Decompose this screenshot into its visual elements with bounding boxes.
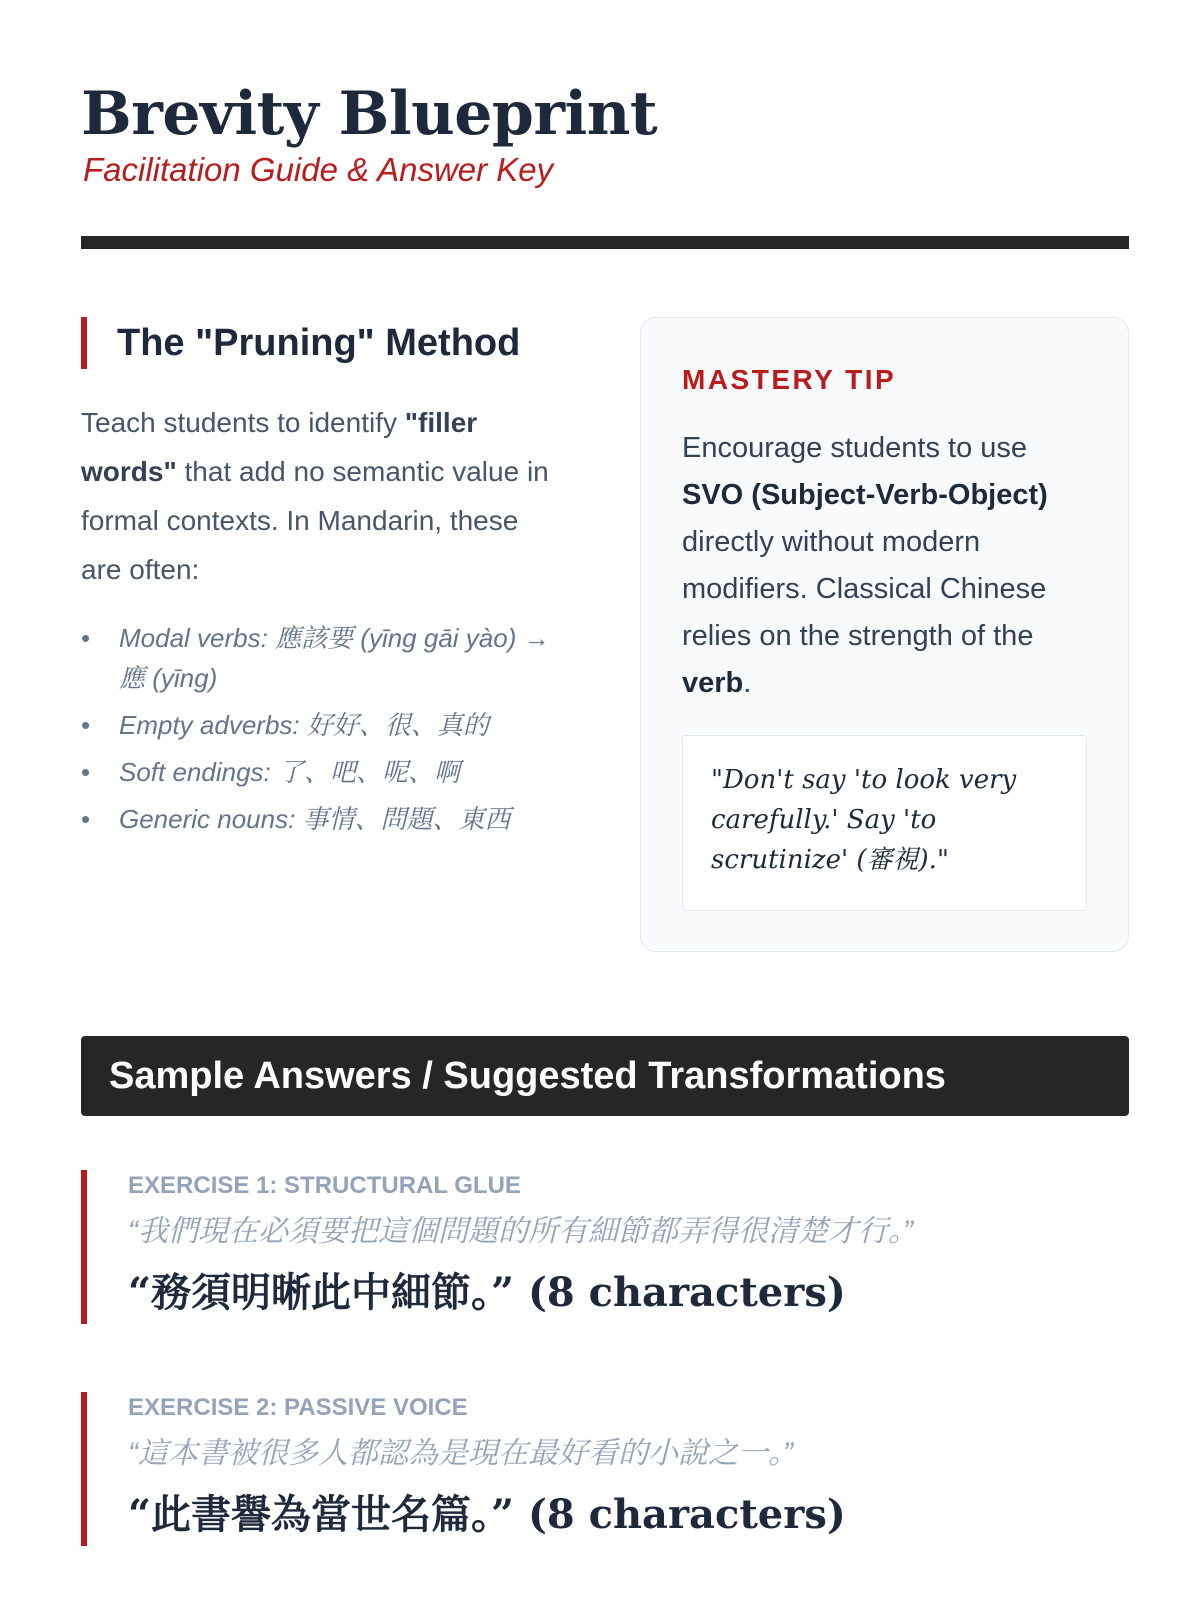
exercise-original: “這本書被很多人都認為是現在最好看的小說之一。” (128, 1437, 793, 1470)
pruning-heading: The "Pruning" Method (81, 317, 520, 369)
list-item-text: Empty adverbs: 好好、很、真的 (119, 710, 489, 740)
tip-text-end: . (743, 667, 752, 699)
exercise-block (81, 1392, 1135, 1546)
intro-text-bold: "filler words" (81, 407, 478, 487)
sample-answers-banner (81, 1036, 1129, 1116)
exercise-block (81, 1170, 1135, 1324)
mastery-tip-box (640, 317, 1129, 952)
tip-text-middle: directly without modern modifiers. Classical Chinese relies on the strength of the (682, 526, 1047, 652)
tip-text-bold-verb: verb (682, 667, 744, 699)
tip-quote: "Don't say 'to look very carefully.' Say 'to scrutinize' (審視)." (711, 765, 1017, 875)
intro-text-start: Teach students to identify (81, 407, 405, 438)
exercise-answer: “務須明晰此中細節。” (8 characters) (128, 1269, 846, 1316)
filler-word-list (81, 618, 571, 846)
list-item (81, 752, 571, 792)
list-item (81, 618, 571, 698)
exercise-original: “我們現在必須要把這個問題的所有細節都弄得很清楚才行。” (128, 1215, 913, 1248)
mastery-tip-text (682, 425, 1092, 707)
tip-text-start: Encourage students to use (682, 432, 1028, 464)
bullet-icon: • (81, 757, 91, 787)
sample-answers-heading: Sample Answers / Suggested Transformations (109, 1055, 946, 1097)
tip-text-bold: SVO (Subject-Verb-Object) (682, 479, 1048, 511)
bullet-icon: • (81, 804, 91, 834)
document-subtitle: Facilitation Guide & Answer Key (83, 151, 554, 188)
bullet-icon: • (81, 710, 91, 740)
list-item (81, 705, 571, 745)
header-divider (81, 236, 1129, 249)
exercise-label: EXERCISE 1: STRUCTURAL GLUE (128, 1172, 521, 1199)
list-item-text: Modal verbs: 應該要 (yīng gāi yào) → 應 (yīng) (119, 623, 550, 693)
exercise-label: EXERCISE 2: PASSIVE VOICE (128, 1394, 468, 1421)
list-item-text: Soft endings: 了、吧、呢、啊 (119, 757, 460, 787)
document-title: Brevity Blueprint (81, 79, 658, 149)
pruning-intro (81, 398, 561, 594)
mastery-tip-label: MASTERY TIP (682, 364, 897, 395)
list-item (81, 799, 571, 839)
intro-text-end: that add no semantic value in formal contexts. In Mandarin, these are often: (81, 456, 549, 585)
exercise-answer: “此書譽為當世名篇。” (8 characters) (128, 1491, 846, 1538)
tip-quote-box (682, 735, 1087, 911)
bullet-icon: • (81, 623, 91, 653)
list-item-text: Generic nouns: 事情、問題、東西 (119, 804, 511, 834)
